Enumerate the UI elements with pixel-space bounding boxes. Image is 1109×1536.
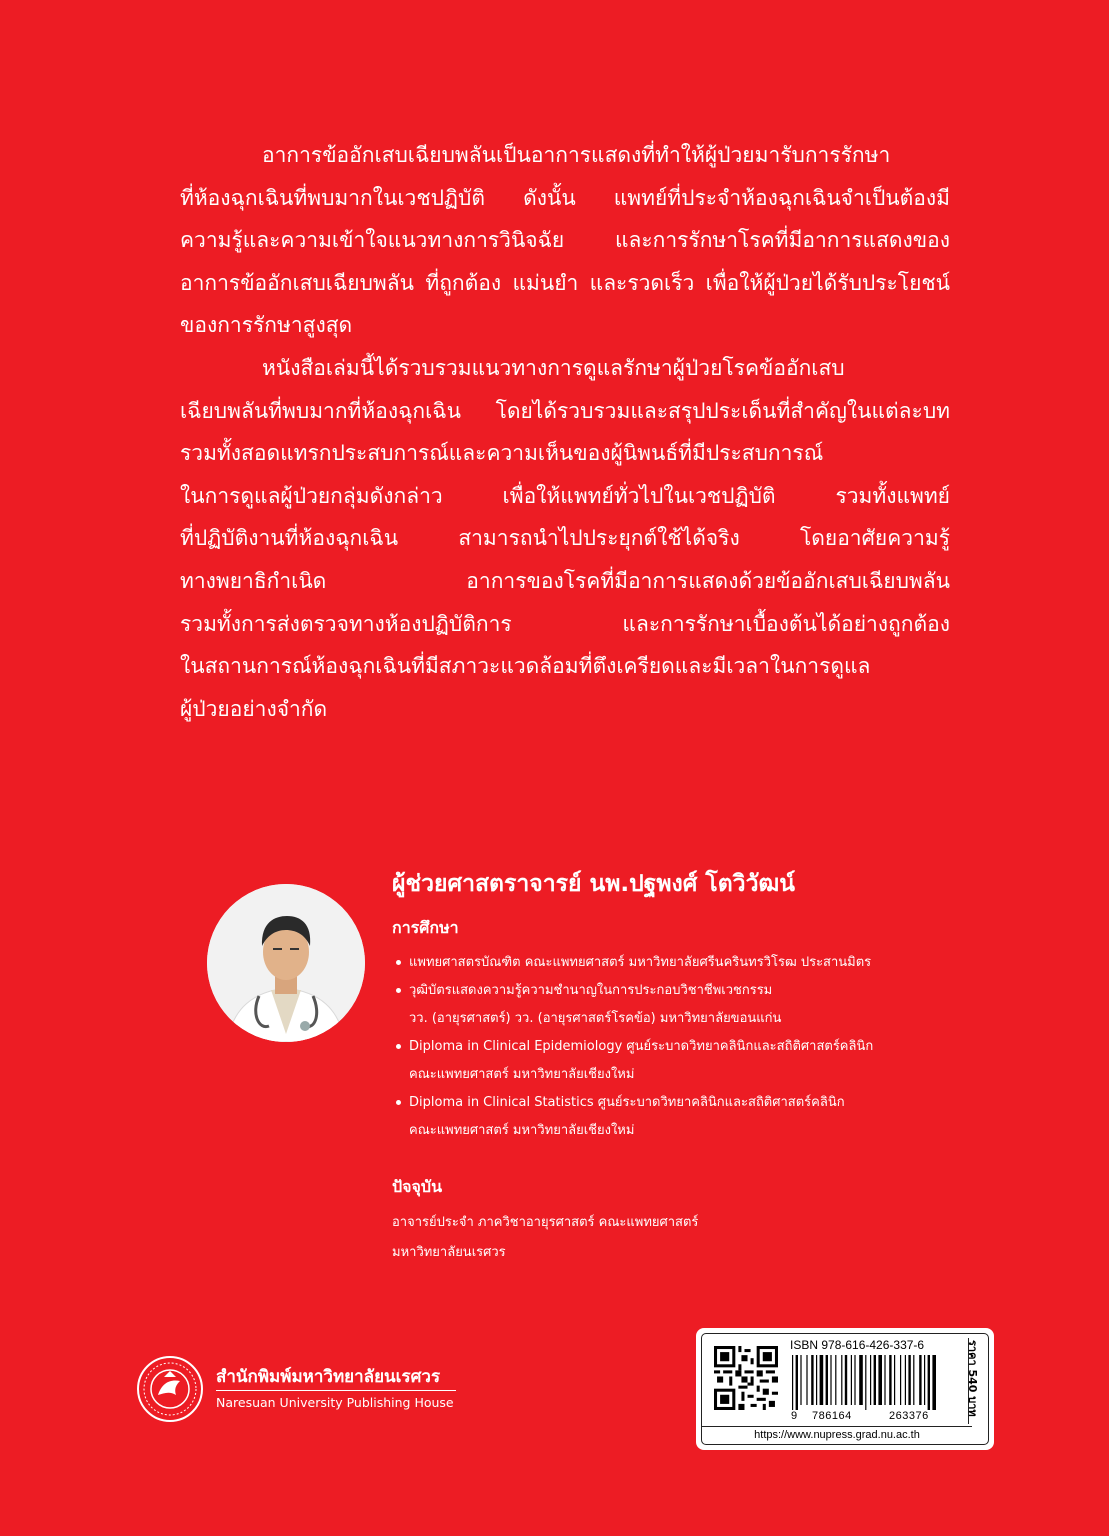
- blurb-line: รวมทั้งการส่งตรวจทางห้องปฏิบัติการ และการรักษาเบื้องต้นได้อย่างถูกต้อง: [180, 611, 950, 636]
- author-info: [392, 866, 952, 1268]
- isbn-number: ISBN 978-616-426-337-6: [790, 1338, 925, 1352]
- blurb-line: ที่ห้องฉุกเฉินที่พบมากในเวชปฏิบัติ ดังนั้น แพทย์ที่ประจำห้องฉุกเฉินจำเป็นต้องมี: [180, 185, 950, 210]
- blurb-line: อาการข้ออักเสบเฉียบพลัน ที่ถูกต้อง แม่นยำ และรวดเร็ว เพื่อให้ผู้ป่วยได้รับประโยชน์: [180, 270, 950, 295]
- education-item: แพทยศาสตรบัณฑิต คณะแพทยศาสตร์ มหาวิทยาลัยศรีนครินทรวิโรฒ ประสานมิตร: [392, 949, 952, 977]
- author-name: ผู้ช่วยศาสตราจารย์ นพ.ปฐพงศ์ โตวิวัฒน์: [392, 871, 795, 897]
- education-heading: การศึกษา: [392, 918, 459, 937]
- price-label: ราคา 540 บาท: [968, 1338, 987, 1424]
- blurb-line: ในสถานการณ์ห้องฉุกเฉินที่มีสภาวะแวดล้อมที่ตึงเครียดและมีเวลาในการดูแล: [180, 654, 871, 679]
- barcode-digits-left: 786164: [812, 1410, 852, 1422]
- education-item: Diploma in Clinical Statistics ศูนย์ระบาดวิทยาคลินิกและสถิติศาสตร์คลินิก คณะแพทยศาสตร์ มหาวิทยาลัยเชียงใหม่: [392, 1089, 952, 1145]
- qr-code-icon: [714, 1346, 778, 1410]
- education-item: วุฒิบัตรแสดงความรู้ความชำนาญในการประกอบวิชาชีพเวชกรรม วว. (อายุรศาสตร์) วว. (อายุรศาสตร์โรคข้อ) มหาวิทยาลัยขอนแก่น: [392, 977, 952, 1033]
- current-position: [392, 1175, 952, 1268]
- education-item: Diploma in Clinical Epidemiology ศูนย์ระบาดวิทยาคลินิกและสถิติศาสตร์คลินิก คณะแพทยศาสตร์ มหาวิทยาลัยเชียงใหม่: [392, 1033, 952, 1089]
- author-photo: [207, 884, 365, 1042]
- blurb-line: เฉียบพลันที่พบมากที่ห้องฉุกเฉิน โดยได้รวบรวมและสรุปประเด็นที่สำคัญในแต่ละบท: [180, 398, 950, 423]
- blurb-line: ของการรักษาสูงสุด: [180, 313, 353, 338]
- isbn-barcode-box: [696, 1328, 994, 1450]
- blurb-paragraph-1: [180, 134, 950, 347]
- blurb-line: หนังสือเล่มนี้ได้รวบรวมแนวทางการดูแลรักษาผู้ป่วยโรคข้ออักเสบ: [262, 355, 845, 380]
- current-heading: ปัจจุบัน: [392, 1177, 442, 1196]
- publisher-url: https://www.nupress.grad.nu.ac.th: [702, 1426, 972, 1441]
- blurb-paragraph-2: [180, 347, 950, 730]
- blurb-line: ความรู้และความเข้าใจแนวทางการวินิจฉัย และการรักษาโรคที่มีอาการแสดงของ: [180, 228, 950, 253]
- barcode-digit: 9: [791, 1410, 798, 1422]
- current-text: อาจารย์ประจำ ภาควิชาอายุรศาสตร์ คณะแพทยศาสตร์ มหาวิทยาลัยนเรศวร: [392, 1215, 699, 1260]
- barcode-icon: [790, 1355, 966, 1410]
- blurb-line: ทางพยาธิกำเนิด อาการของโรคที่มีอาการแสดงด้วยข้ออักเสบเฉียบพลัน: [180, 568, 950, 593]
- publisher-divider: [216, 1390, 456, 1391]
- education-list: [392, 949, 952, 1145]
- university-seal-icon: [136, 1355, 204, 1423]
- book-blurb: [180, 134, 950, 730]
- publisher-name-th: สำนักพิมพ์มหาวิทยาลัยนเรศวร: [216, 1367, 441, 1387]
- blurb-line: อาการข้ออักเสบเฉียบพลันเป็นอาการแสดงที่ทำให้ผู้ป่วยมารับการรักษา: [262, 143, 891, 167]
- blurb-line: ในการดูแลผู้ป่วยกลุ่มดังกล่าว เพื่อให้แพทย์ทั่วไปในเวชปฏิบัติ รวมทั้งแพทย์: [180, 483, 950, 508]
- blurb-line: ที่ปฏิบัติงานที่ห้องฉุกเฉิน สามารถนำไปประยุกต์ใช้ได้จริง โดยอาศัยความรู้: [180, 526, 950, 551]
- barcode-digits-right: 263376: [889, 1410, 929, 1422]
- blurb-line: ผู้ป่วยอย่างจำกัด: [180, 696, 328, 721]
- blurb-line: รวมทั้งสอดแทรกประสบการณ์และความเห็นของผู้นิพนธ์ที่มีประสบการณ์: [180, 441, 824, 466]
- publisher: [136, 1355, 476, 1423]
- publisher-name-en: Naresuan University Publishing House: [216, 1395, 454, 1410]
